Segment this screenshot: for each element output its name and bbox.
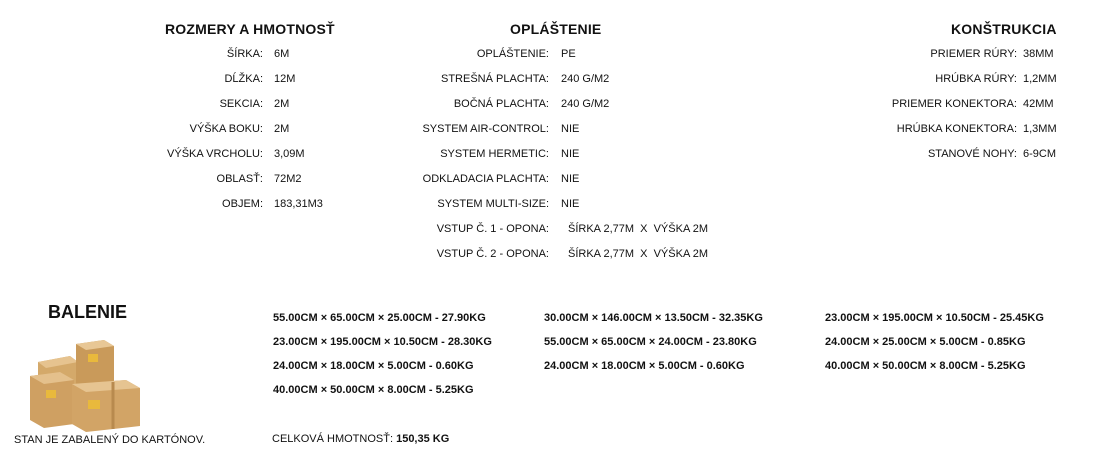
konstrukcia-label: PRIEMER RÚRY: xyxy=(930,48,1017,60)
konstrukcia-value: 38MM xyxy=(1023,48,1054,60)
oplastenie-value: NIE xyxy=(561,173,580,185)
oplastenie-value: 240 G/M2 xyxy=(561,98,610,110)
oplastenie-title: OPLÁŠTENIE xyxy=(510,21,602,37)
oplastenie-value: NIE xyxy=(561,198,580,210)
oplastenie-value: ŠÍRKA 2,77M X VÝŠKA 2M xyxy=(568,223,709,235)
rozmery-value: 6M xyxy=(274,48,290,60)
total-value: 150,35 KG xyxy=(396,433,450,445)
rozmery-label: OBJEM: xyxy=(222,198,263,210)
oplastenie-value: NIE xyxy=(561,148,580,160)
rozmery-label: ŠÍRKA: xyxy=(226,48,263,60)
konstrukcia-label: STANOVÉ NOHY: xyxy=(927,148,1017,160)
konstrukcia-label: HRÚBKA RÚRY: xyxy=(935,73,1017,85)
oplastenie-label: STREŠNÁ PLACHTA: xyxy=(441,73,549,85)
cardboard-boxes-icon xyxy=(30,332,145,437)
package-item: 24.00CM × 18.00CM × 5.00CM - 0.60KG xyxy=(273,360,474,372)
package-item: 55.00CM × 65.00CM × 25.00CM - 27.90KG xyxy=(273,312,486,324)
rozmery-value: 72M2 xyxy=(274,173,302,185)
oplastenie-label: SYSTEM HERMETIC: xyxy=(440,148,549,160)
package-item: 23.00CM × 195.00CM × 10.50CM - 25.45KG xyxy=(825,312,1044,324)
oplastenie-value: NIE xyxy=(561,123,580,135)
oplastenie-label: SYSTEM MULTI-SIZE: xyxy=(437,198,549,210)
oplastenie-label: ODKLADACIA PLACHTA: xyxy=(422,173,549,185)
rozmery-label: VÝŠKA VRCHOLU: xyxy=(167,148,263,160)
konstrukcia-value: 1,3MM xyxy=(1023,123,1057,135)
oplastenie-label: BOČNÁ PLACHTA: xyxy=(453,98,549,110)
rozmery-value: 3,09M xyxy=(274,148,305,160)
konstrukcia-value: 6-9CM xyxy=(1023,148,1057,160)
package-item: 40.00CM × 50.00CM × 8.00CM - 5.25KG xyxy=(273,384,474,396)
rozmery-label: VÝŠKA BOKU: xyxy=(189,123,263,135)
oplastenie-label: OPLÁŠTENIE: xyxy=(476,48,549,60)
packed-note: STAN JE ZABALENÝ DO KARTÓNOV. xyxy=(14,434,206,446)
total-weight xyxy=(272,433,449,445)
rozmery-label: DĹŽKA: xyxy=(224,73,263,85)
rozmery-value: 2M xyxy=(274,123,290,135)
total-label: CELKOVÁ HMOTNOSŤ: xyxy=(272,433,397,445)
oplastenie-value: ŠÍRKA 2,77M X VÝŠKA 2M xyxy=(568,248,709,260)
oplastenie-value: 240 G/M2 xyxy=(561,73,610,85)
rozmery-value: 2M xyxy=(274,98,290,110)
rozmery-value: 183,31M3 xyxy=(274,198,323,210)
package-item: 30.00CM × 146.00CM × 13.50CM - 32.35KG xyxy=(544,312,763,324)
rozmery-label: OBLASŤ: xyxy=(216,173,263,185)
package-item: 24.00CM × 18.00CM × 5.00CM - 0.60KG xyxy=(544,360,745,372)
konstrukcia-label: HRÚBKA KONEKTORA: xyxy=(896,123,1017,135)
oplastenie-label: VSTUP Č. 1 - OPONA: xyxy=(436,223,549,235)
package-item: 24.00CM × 25.00CM × 5.00CM - 0.85KG xyxy=(825,336,1026,348)
konstrukcia-value: 1,2MM xyxy=(1023,73,1057,85)
konstrukcia-label: PRIEMER KONEKTORA: xyxy=(891,98,1017,110)
package-item: 55.00CM × 65.00CM × 24.00CM - 23.80KG xyxy=(544,336,757,348)
rozmery-title: ROZMERY A HMOTNOSŤ xyxy=(165,21,335,37)
konstrukcia-value: 42MM xyxy=(1023,98,1054,110)
balenie-title: BALENIE xyxy=(48,302,128,322)
oplastenie-value: PE xyxy=(561,48,576,60)
package-item: 23.00CM × 195.00CM × 10.50CM - 28.30KG xyxy=(273,336,492,348)
package-item: 40.00CM × 50.00CM × 8.00CM - 5.25KG xyxy=(825,360,1026,372)
oplastenie-label: SYSTEM AIR-CONTROL: xyxy=(422,123,549,135)
rozmery-label: SEKCIA: xyxy=(219,98,263,110)
oplastenie-label: VSTUP Č. 2 - OPONA: xyxy=(436,248,549,260)
rozmery-value: 12M xyxy=(274,73,296,85)
konstrukcia-title: KONŠTRUKCIA xyxy=(951,21,1057,37)
